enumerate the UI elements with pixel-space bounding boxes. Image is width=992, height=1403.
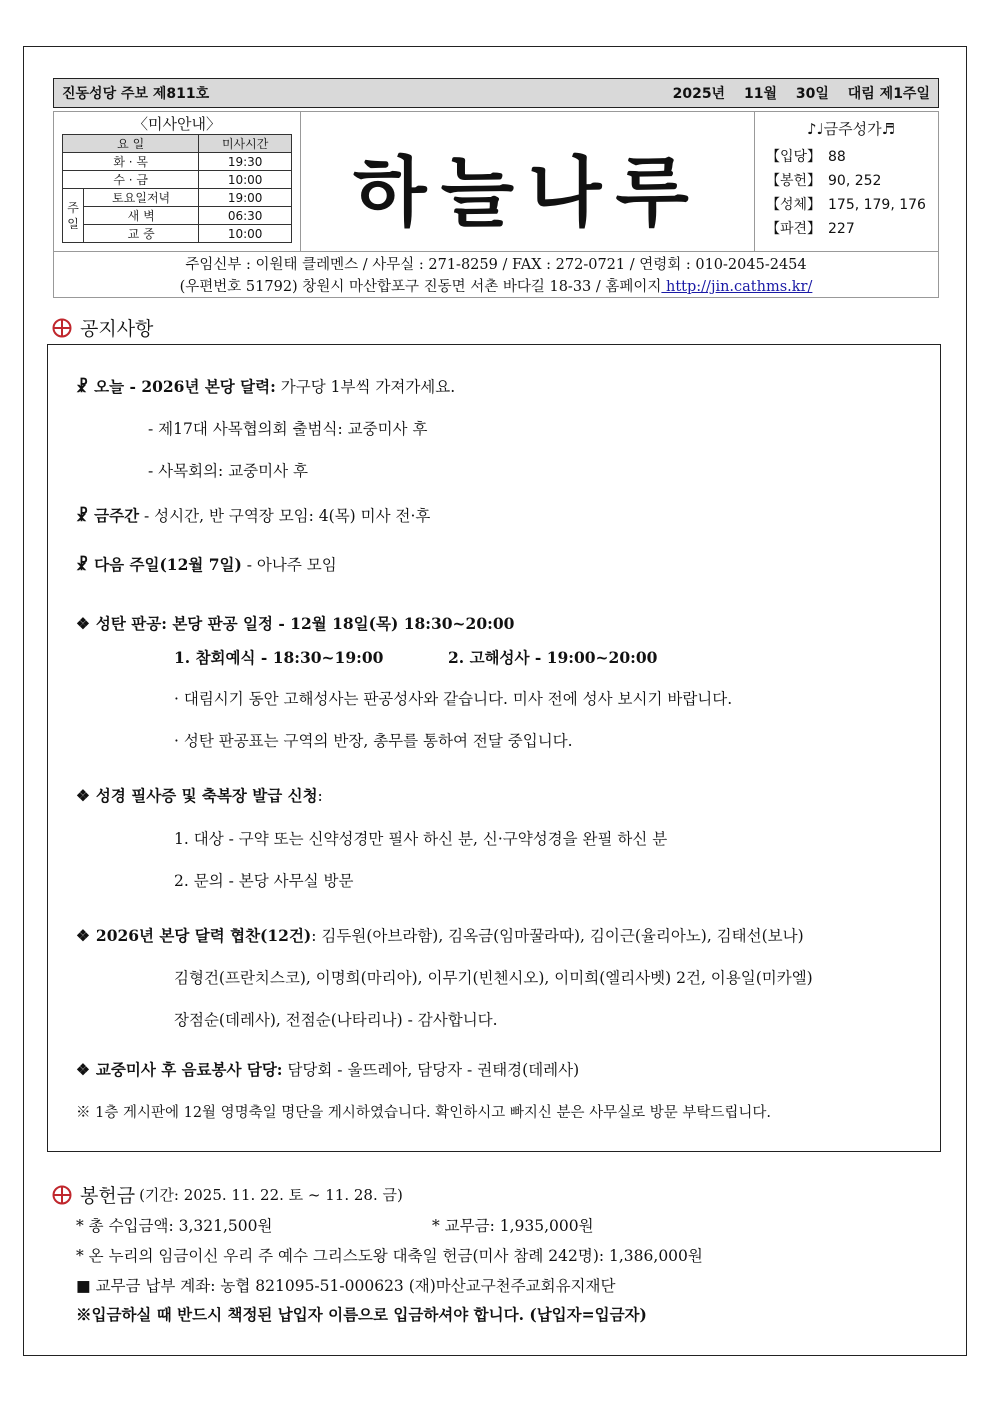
notice-heading-text: 공지사항 (80, 318, 154, 340)
mass-day: 교 중 (84, 225, 199, 243)
notice-heading (52, 314, 153, 341)
bible-item: 1. 대상 - 구약 또는 신약성경만 필사 하신 분, 신·구약성경을 완필 하신 분 (174, 830, 668, 848)
calendar-sponsors-line: 김형건(프란치스코), 이명희(마리아), 이무기(빈첸시오), 이미희(엘리사벳) 2건, 이용일(미카엘) (174, 969, 813, 987)
calendar-sponsors-line: 장점순(데레사), 전점순(나타리나) - 감사합니다. (174, 1011, 498, 1029)
bible-title-text: 성경 필사증 및 축복장 발급 신청 (95, 786, 318, 805)
confession-note: · 성탄 판공표는 구역의 반장, 총무를 통하여 전달 중입니다. (174, 732, 573, 750)
calendar-sponsors-text: : 김두원(아브라함), 김옥금(임마꿀라따), 김이근(율리아노), 김태선(보나) (311, 927, 804, 945)
confession-title-text: 성탄 판공: 본당 판공 일정 - 12월 18일(목) 18:30~20:00 (95, 614, 515, 633)
col-time-header: 미사시간 (199, 135, 292, 153)
notice-today-label: 오늘 - 2026년 본당 달력: (94, 377, 276, 396)
chi-rho-icon: ☧ (76, 506, 89, 525)
hymn-caption: ♪♩금주성가♬ (806, 120, 896, 138)
offering-diocese: * 교무금: 1,935,000원 (432, 1217, 594, 1235)
mass-day: 수 · 금 (63, 171, 199, 189)
table-row (63, 207, 292, 225)
parish-contacts: 주임신부 : 이원태 클레멘스 / 사무실 : 271-8259 / FAX : 272-0721 / 연령회 : 010-2045-2454 (185, 257, 807, 273)
bible-item: 2. 문의 - 본당 사무실 방문 (174, 872, 354, 890)
hymn-number: 88 (828, 149, 846, 165)
hymn-label: 【성체】 (766, 197, 822, 213)
list-item (766, 217, 936, 241)
address-text: (우편번호 51792) 창원시 마산합포구 진동면 서촌 바다길 18-33 / 홈페이지 (179, 279, 662, 295)
confession-item: 2. 고해성사 - 19:00~20:00 (448, 648, 658, 667)
parish-address (54, 276, 938, 298)
homepage-link[interactable]: http://jin.cathms.kr/ (661, 279, 813, 295)
bulletin-title: 하늘나루 (353, 148, 703, 237)
hymn-list (766, 118, 936, 241)
notice-next-text: - 아나주 모임 (241, 556, 337, 574)
mass-time: 10:00 (199, 225, 292, 243)
table-row (63, 171, 292, 189)
mass-day: 토요일저녁 (84, 189, 199, 207)
mass-schedule (62, 114, 292, 243)
offering-account: ■ 교무금 납부 계좌: 농협 821095-51-000623 (재)마산교구천주교회유지재단 (76, 1277, 616, 1295)
mass-time: 10:00 (199, 171, 292, 189)
mass-schedule-caption: 〈미사안내〉 (133, 115, 221, 133)
calendar-sponsors (76, 924, 804, 946)
drink-service-label: 교중미사 후 음료봉사 담당: (95, 1060, 283, 1079)
chi-rho-icon: ☧ (76, 555, 89, 574)
list-item (766, 169, 936, 193)
notice-today (76, 375, 455, 397)
list-item (766, 193, 936, 217)
notice-week-label: 금주간 (94, 506, 140, 525)
notice-today-text: 가구당 1부씩 가져가세요. (275, 378, 456, 396)
diamond-bullet-icon: ❖ (76, 1060, 90, 1079)
mass-time: 06:30 (199, 207, 292, 225)
notice-week-text: - 성시간, 반 구역장 모임: 4(목) 미사 전·후 (139, 507, 431, 525)
drink-service-text: 담당회 - 울뜨레아, 담당자 - 권태경(데레사) (282, 1061, 580, 1079)
mass-time: 19:00 (199, 189, 292, 207)
cross-circle-icon (52, 318, 72, 338)
notice-week (76, 504, 430, 526)
mass-schedule-table (62, 134, 292, 243)
footnote: ※ 1층 게시판에 12월 영명축일 명단을 게시하였습니다. 확인하시고 빠지신 분은 사무실로 방문 부탁드립니다. (76, 1105, 771, 1121)
bulletin-date (659, 83, 930, 103)
mass-time: 19:30 (199, 153, 292, 171)
offering-heading-text: 봉헌금 (80, 1185, 136, 1207)
hymn-label: 【봉헌】 (766, 173, 822, 189)
bulletin-issue: 진동성당 주보 제811호 (62, 86, 210, 102)
cross-circle-icon (52, 1185, 72, 1205)
liturgical-season: 대림 제1주일 (847, 86, 930, 102)
drink-service (76, 1058, 579, 1080)
bible-title-colon: : (317, 787, 323, 805)
date-month: 11월 (743, 86, 777, 102)
notice-today-sub: - 사목회의: 교중미사 후 (148, 462, 308, 480)
notice-next (76, 553, 337, 575)
mass-day: 새 벽 (84, 207, 199, 225)
offering-total: * 총 수입금액: 3,321,500원 (76, 1217, 273, 1235)
table-row (63, 225, 292, 243)
sunday-label-text: 주일 (67, 200, 79, 231)
offering-heading (52, 1181, 403, 1208)
hymn-label: 【입당】 (766, 149, 822, 165)
confession-note: · 대림시기 동안 고해성사는 판공성사와 같습니다. 미사 전에 성사 보시기 바랍니다. (174, 690, 733, 708)
parish-info (53, 252, 939, 298)
date-day: 30일 (795, 86, 829, 102)
col-day-header: 요 일 (63, 135, 199, 153)
hymn-number: 175, 179, 176 (828, 197, 926, 213)
hymn-label: 【파견】 (766, 221, 822, 237)
bible-title (76, 784, 323, 806)
confession-item: 1. 참회예식 - 18:30~19:00 (174, 648, 384, 667)
offering-period: (기간: 2025. 11. 22. 토 ~ 11. 28. 금) (139, 1186, 403, 1204)
hymn-number: 90, 252 (828, 173, 882, 189)
diamond-bullet-icon: ❖ (76, 926, 90, 945)
offering-christ-king: * 온 누리의 임금이신 우리 주 예수 그리스도왕 대축일 헌금(미사 참례 242명): 1,386,000원 (76, 1247, 703, 1265)
divider (300, 112, 301, 251)
table-row (63, 153, 292, 171)
mass-day: 화 · 목 (63, 153, 199, 171)
confession-title (76, 612, 514, 634)
table-row (63, 189, 292, 207)
calendar-sponsors-label: 2026년 본당 달력 협찬(12건) (95, 926, 312, 945)
list-item (766, 145, 936, 169)
offering-warning: ※입금하실 때 반드시 책정된 납입자 이름으로 입금하셔야 합니다. (납입자=입금자) (76, 1305, 647, 1324)
notice-next-label: 다음 주일(12월 7일) (94, 555, 242, 574)
diamond-bullet-icon: ❖ (76, 786, 90, 805)
chi-rho-icon: ☧ (76, 377, 89, 396)
hymn-number: 227 (828, 221, 855, 237)
masthead (53, 111, 939, 252)
bulletin-header-bar (53, 78, 939, 108)
date-year: 2025년 (672, 86, 726, 102)
divider (754, 112, 755, 251)
diamond-bullet-icon: ❖ (76, 614, 90, 633)
notice-box (47, 344, 941, 1152)
sunday-label (63, 189, 84, 243)
notice-today-sub: - 제17대 사목협의회 출범식: 교중미사 후 (148, 420, 428, 438)
